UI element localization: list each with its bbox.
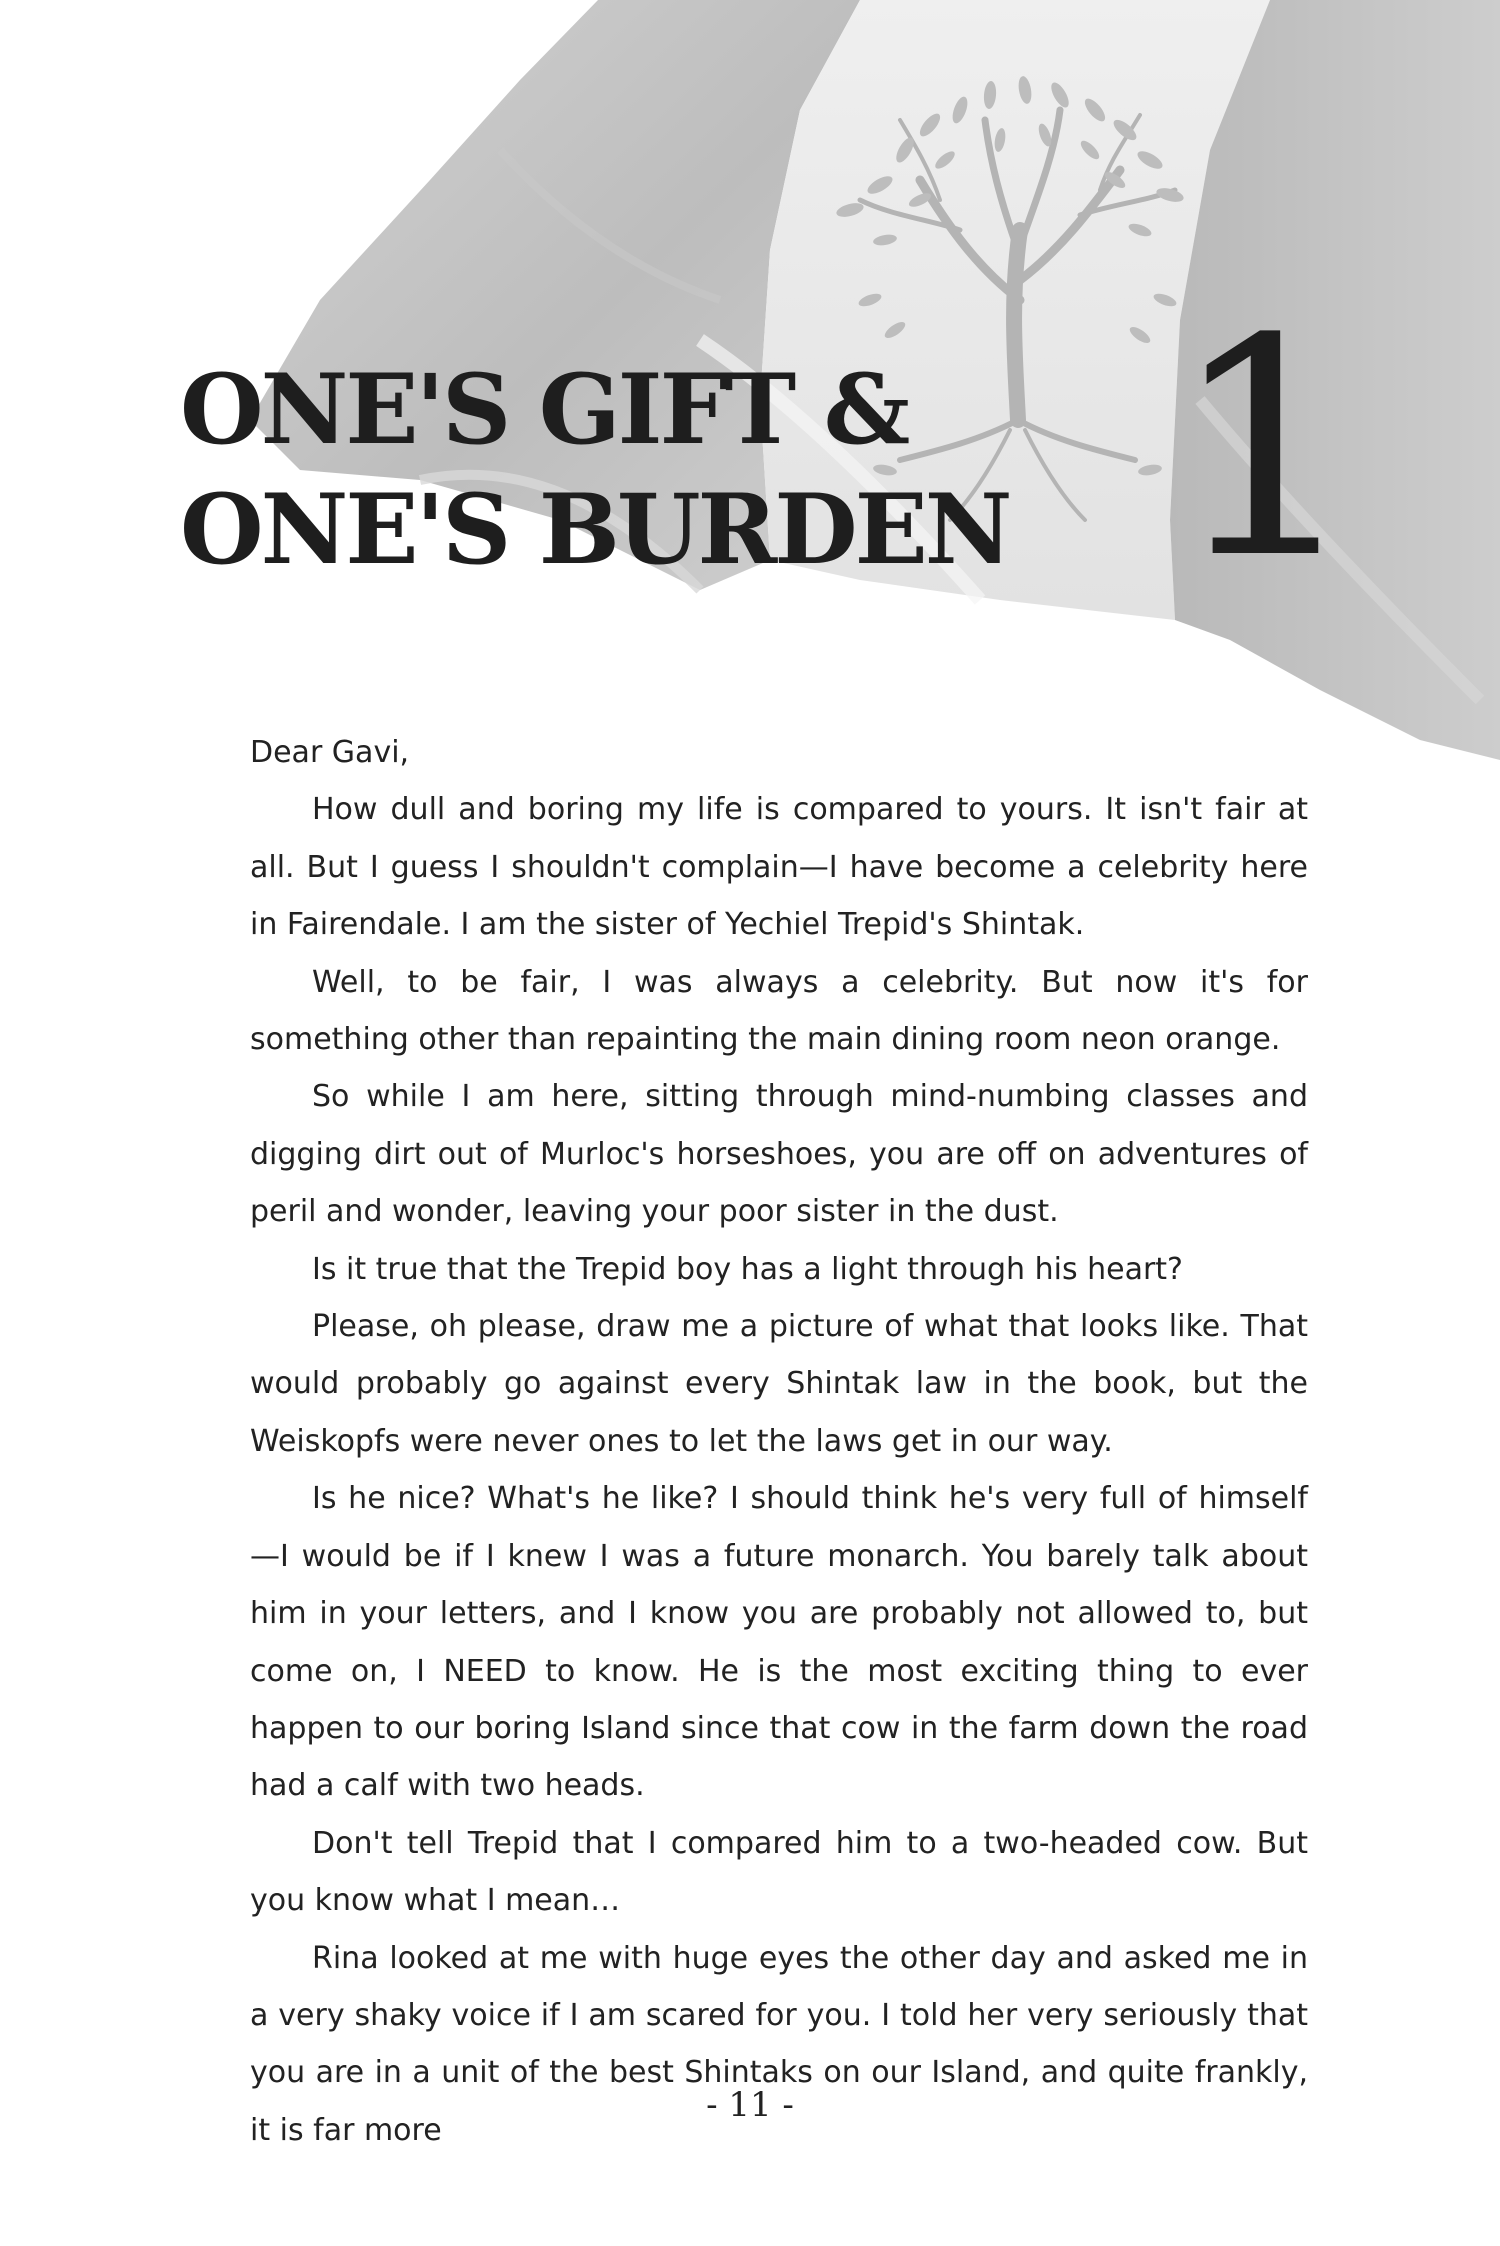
letter-paragraph: Is it true that the Trepid boy has a light through his heart? bbox=[312, 1251, 1183, 1287]
letter-paragraph: So while I am here, sitting through mind-numbing classes and digging dirt out of Murloc's horseshoes, you are off on adventures of peril and wonder, leaving your poor sister in the dust. bbox=[250, 1079, 1308, 1230]
chapter-title-line-2: ONE'S BURDEN bbox=[180, 473, 1010, 586]
letter-body bbox=[250, 724, 1308, 2159]
letter-paragraph: Please, oh please, draw me a picture of what that looks like. That would probably go against every Shintak law in the book, but the Weiskopfs were never ones to let the laws get in our way. bbox=[250, 1309, 1308, 1459]
letter-paragraph: Is he nice? What's he like? I should think he's very full of himself—I would be if I knew I was a future monarch. You barely talk about him in your letters, and I know you are probably not allowed to, but come on, I NEED to know. He is the most exciting thing to ever happen to our boring Island since that cow in the farm down the road had a calf with two heads. bbox=[250, 1481, 1308, 1804]
chapter-title-line-1: ONE'S GIFT & bbox=[180, 353, 908, 466]
chapter-title bbox=[180, 350, 1080, 590]
letter-paragraph: Well, to be fair, I was always a celebrity. But now it's for something other than repainting the main dining room neon orange. bbox=[250, 964, 1308, 1058]
letter-paragraph: Don't tell Trepid that I compared him to a two-headed cow. But you know what I mean… bbox=[250, 1825, 1308, 1919]
letter-salutation: Dear Gavi, bbox=[250, 735, 410, 770]
page-number: - 11 - bbox=[706, 2085, 794, 2125]
letter-paragraph: How dull and boring my life is compared to yours. It isn't fair at all. But I guess I shouldn't complain—I have become a celebrity here in Fairendale. I am the sister of Yechiel Trepid's Shintak. bbox=[250, 792, 1308, 943]
letter-paragraph: Rina looked at me with huge eyes the other day and asked me in a very shaky voice if I am scared for you. I told her very seriously that you are in a unit of the best Shintaks on our Island, and quite frankly, it is far more bbox=[250, 1940, 1308, 2148]
chapter-number: 1 bbox=[1170, 275, 1361, 624]
